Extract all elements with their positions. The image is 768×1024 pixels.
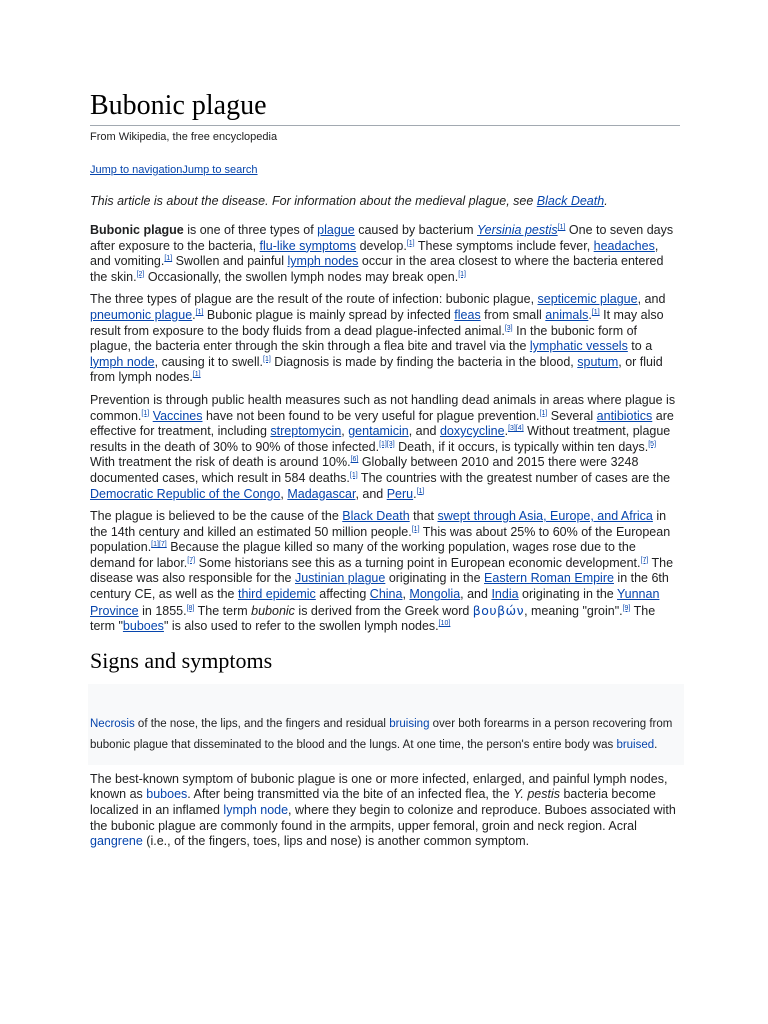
text-run: are effective for treatment, including bbox=[90, 408, 674, 439]
text-run: from small bbox=[480, 307, 546, 322]
text-run: The countries with the greatest number of cases are the bbox=[357, 470, 671, 485]
text-run: Globally between 2010 and 2015 there were 3248 documented cases, which result in 584 deaths. bbox=[90, 455, 639, 485]
citation-link[interactable]: [1] bbox=[411, 525, 420, 533]
text-run: , bbox=[402, 587, 410, 602]
pneumonic-link[interactable]: pneumonic plague bbox=[90, 307, 193, 322]
text-run: , causing it to swell. bbox=[154, 354, 264, 369]
citation-link[interactable]: [1] bbox=[349, 471, 358, 479]
citation-link[interactable]: [6] bbox=[350, 456, 359, 464]
text-run: originating in the bbox=[385, 571, 485, 586]
strepto-link[interactable]: streptomycin bbox=[270, 424, 342, 439]
citation-link[interactable]: [1][7] bbox=[151, 541, 167, 549]
animals-link[interactable]: animals bbox=[545, 307, 589, 322]
india-link[interactable]: India bbox=[491, 587, 519, 602]
text-run: , where they begin to colonize and reproduce. Buboes associated with the bubonic plague are commonly found in the armpits, upper femoral, groin and neck region. Acral bbox=[90, 803, 676, 833]
buboes-link[interactable]: buboes bbox=[146, 787, 188, 802]
text-run: In the bubonic form of plague, the bacteria enter through the skin through a flea bite and travel via the bbox=[90, 323, 638, 354]
text-run: , or fluid from lymph nodes. bbox=[90, 354, 663, 385]
text-run: It may also result from exposure to the body fluids from a dead plague-infected animal. bbox=[90, 307, 664, 338]
infection-paragraph bbox=[90, 292, 680, 386]
buboes-link[interactable]: buboes bbox=[122, 619, 164, 634]
citation-link[interactable]: [1] bbox=[141, 409, 150, 417]
text-run: . bbox=[413, 486, 417, 501]
text-run: affecting bbox=[315, 587, 370, 602]
section-heading: Signs and symptoms bbox=[90, 647, 273, 673]
citation-link[interactable]: [7] bbox=[640, 556, 649, 564]
yunnan-link[interactable]: Yunnan Province bbox=[90, 587, 660, 618]
plague-link[interactable]: plague bbox=[317, 223, 355, 237]
yersinia-link[interactable]: Yersinia pestis bbox=[477, 223, 558, 237]
text-run: Several bbox=[547, 408, 597, 423]
citation-link[interactable]: [1] bbox=[263, 355, 271, 363]
citation-link[interactable]: [1] bbox=[557, 224, 566, 231]
text-run: Prevention is through public health measures such as not handling dead animals in areas where plague is common. bbox=[90, 392, 676, 423]
text-run: The term " bbox=[90, 603, 656, 634]
text-run: in 1855. bbox=[138, 603, 187, 618]
text-run: develop. bbox=[356, 238, 407, 253]
black-death-link[interactable]: Black Death bbox=[536, 194, 605, 208]
jump-to-search-link[interactable]: Jump to search bbox=[182, 164, 258, 176]
justinian-link[interactable]: Justinian plague bbox=[294, 571, 386, 586]
text-run: that bbox=[409, 509, 438, 524]
citation-link[interactable]: [1] bbox=[416, 487, 425, 495]
citation-link[interactable]: [1][3] bbox=[379, 440, 395, 448]
text-run: Occasionally, the swollen lymph nodes may break open. bbox=[144, 269, 459, 284]
citation-link[interactable]: [7] bbox=[187, 556, 196, 564]
text-run: Bubonic plague is mainly spread by infected bbox=[203, 307, 455, 322]
citation-link[interactable]: [1] bbox=[591, 308, 600, 316]
doxy-link[interactable]: doxycycline bbox=[439, 424, 505, 439]
jump-links bbox=[90, 162, 680, 178]
text-run: of the nose, the lips, and the fingers and residual bbox=[134, 717, 390, 730]
hatnote: This article is about the disease. For information about the medieval plague, see Black Death. bbox=[90, 194, 608, 208]
text-run: The disease was also responsible for the bbox=[90, 555, 674, 586]
text-run: bacteria become localized in an inflamed bbox=[90, 787, 656, 818]
text-run: . bbox=[504, 424, 509, 439]
antibiotics-link[interactable]: antibiotics bbox=[596, 408, 653, 423]
text-run: The term bbox=[194, 603, 252, 618]
sputum-link[interactable]: sputum bbox=[577, 354, 619, 369]
text-run: The plague is believed to be the cause of the bbox=[90, 509, 343, 524]
citation-link[interactable]: [1] bbox=[192, 371, 201, 379]
bruised-link[interactable]: bruised bbox=[616, 739, 655, 752]
prevention-paragraph bbox=[90, 393, 680, 502]
text-run: have not been found to be very useful for plague prevention. bbox=[202, 408, 540, 423]
symptoms-paragraph bbox=[90, 772, 680, 850]
swept-link[interactable]: swept through Asia, Europe, and Africa bbox=[437, 509, 653, 524]
text-run: Swollen and painful bbox=[172, 254, 288, 269]
page-title: Bubonic plague bbox=[90, 88, 680, 126]
text-run: . After being transmitted via the bite of an infected flea, the bbox=[187, 787, 514, 802]
text-run: (i.e., of the fingers, toes, lips and nose) is another common symptom. bbox=[142, 834, 530, 849]
text-run: With treatment the risk of death is around 10%. bbox=[90, 455, 351, 470]
text-run: , and bbox=[408, 424, 440, 439]
text-run: Some historians see this as a turning point in European economic development. bbox=[195, 555, 641, 570]
headaches-link[interactable]: headaches bbox=[593, 238, 655, 253]
bruising-link[interactable]: bruising bbox=[389, 717, 430, 730]
citation-link[interactable]: [2] bbox=[136, 270, 145, 278]
citation-link[interactable]: [3] bbox=[504, 324, 513, 332]
text-run: Because the plague killed so many of the working population, wages rose due to the demand for labor. bbox=[90, 540, 636, 570]
text-run: , and bbox=[355, 486, 387, 501]
bold-term: Bubonic plague bbox=[90, 223, 184, 237]
citation-link[interactable]: [10] bbox=[438, 620, 451, 628]
text-run: to a bbox=[627, 339, 653, 354]
text-run: Death, if it occurs, is typically within ten days. bbox=[394, 439, 649, 454]
citation-link[interactable]: [1] bbox=[164, 255, 173, 263]
text-run: , and bbox=[460, 587, 492, 602]
text-run: One to seven days after exposure to the bacteria, bbox=[90, 223, 674, 253]
citation-link[interactable]: [1] bbox=[195, 308, 204, 316]
fleas-link[interactable]: fleas bbox=[454, 307, 481, 322]
blackdeath-link[interactable]: Black Death bbox=[342, 509, 410, 524]
text-run: , and vomiting. bbox=[90, 238, 659, 269]
text-run: in the 14th century and killed an estimated 50 million people. bbox=[90, 509, 667, 539]
citation-link[interactable]: [1] bbox=[539, 409, 548, 417]
text-run: caused by bacterium bbox=[354, 223, 478, 237]
italic-term: Y. pestis bbox=[513, 787, 560, 802]
text-run: , bbox=[280, 486, 288, 501]
madagascar-link[interactable]: Madagascar bbox=[287, 486, 356, 501]
citation-link[interactable]: [9] bbox=[622, 604, 631, 612]
history-paragraph bbox=[90, 509, 680, 635]
vessels-link[interactable]: lymphatic vessels bbox=[529, 339, 628, 354]
text-run: , meaning "groin". bbox=[524, 603, 623, 618]
node-link[interactable]: lymph node bbox=[90, 354, 155, 369]
article bbox=[90, 88, 680, 850]
text-run: " is also used to refer to the swollen lymph nodes. bbox=[163, 619, 439, 634]
text-run: These symptoms include fever, bbox=[414, 238, 594, 253]
eastern-link[interactable]: Eastern Roman Empire bbox=[484, 571, 614, 586]
text-run: originating in the bbox=[518, 587, 617, 602]
text-run: This was about 25% to 60% of the European population. bbox=[90, 524, 671, 555]
text-run: in the 6th century CE, as well as the bbox=[90, 571, 669, 602]
gangrene-link[interactable]: gangrene bbox=[90, 834, 143, 849]
citation-link[interactable]: [1] bbox=[406, 239, 415, 247]
necrosis-link[interactable]: Necrosis bbox=[90, 717, 135, 730]
citation-link[interactable]: [5] bbox=[648, 440, 657, 448]
text-run: The best-known symptom of bubonic plague is one or more infected, enlarged, and painful lymph nodes, known as bbox=[90, 771, 668, 802]
flu-link[interactable]: flu-like symptoms bbox=[259, 238, 357, 253]
node-link[interactable]: lymph node bbox=[223, 803, 289, 818]
image-caption bbox=[88, 684, 684, 765]
china-link[interactable]: China bbox=[369, 587, 403, 602]
third-link[interactable]: third epidemic bbox=[237, 587, 316, 602]
text-run: . bbox=[654, 739, 658, 752]
lymph-link[interactable]: lymph nodes bbox=[287, 254, 359, 269]
site-tagline: From Wikipedia, the free encyclopedia bbox=[90, 131, 278, 143]
mongolia-link[interactable]: Mongolia bbox=[409, 587, 461, 602]
text-run: is derived from the Greek word bbox=[294, 603, 473, 618]
text-run: over both forearms in a person recovering from bubonic plague that disseminated to the blood and the lungs. At one time, the person's entire body was bbox=[90, 717, 673, 752]
text-run: occur in the area closest to where the bacteria entered the skin. bbox=[90, 254, 664, 284]
vaccines-link[interactable]: Vaccines bbox=[152, 408, 203, 423]
text-run: . bbox=[192, 307, 196, 322]
text-run: The three types of plague are the result of the route of infection: bubonic plague, bbox=[90, 292, 538, 307]
drc-link[interactable]: Democratic Republic of the Congo bbox=[90, 486, 281, 501]
text-run: Diagnosis is made by finding the bacteria in the blood, bbox=[270, 354, 578, 369]
jump-to-navigation-link[interactable]: Jump to navigation bbox=[90, 164, 183, 176]
italic-term: bubonic bbox=[251, 603, 295, 618]
greek-word-link[interactable]: βουβών bbox=[472, 602, 525, 618]
citation-link[interactable]: [8] bbox=[186, 604, 195, 612]
text-run: , and bbox=[637, 292, 666, 307]
text-run: , bbox=[341, 424, 349, 439]
text-run: . bbox=[588, 307, 592, 322]
citation-link[interactable]: [1] bbox=[458, 270, 466, 278]
text-run: Without treatment, plague results in the death of 30% to 90% of those infected. bbox=[90, 424, 671, 454]
peru-link[interactable]: Peru bbox=[386, 486, 414, 501]
genta-link[interactable]: gentamicin bbox=[348, 424, 409, 439]
intro-paragraph bbox=[90, 223, 680, 285]
text-run: is one of three types of bbox=[183, 223, 318, 237]
septicemic-link[interactable]: septicemic plague bbox=[537, 292, 638, 307]
citation-link[interactable]: [3][4] bbox=[508, 425, 524, 433]
